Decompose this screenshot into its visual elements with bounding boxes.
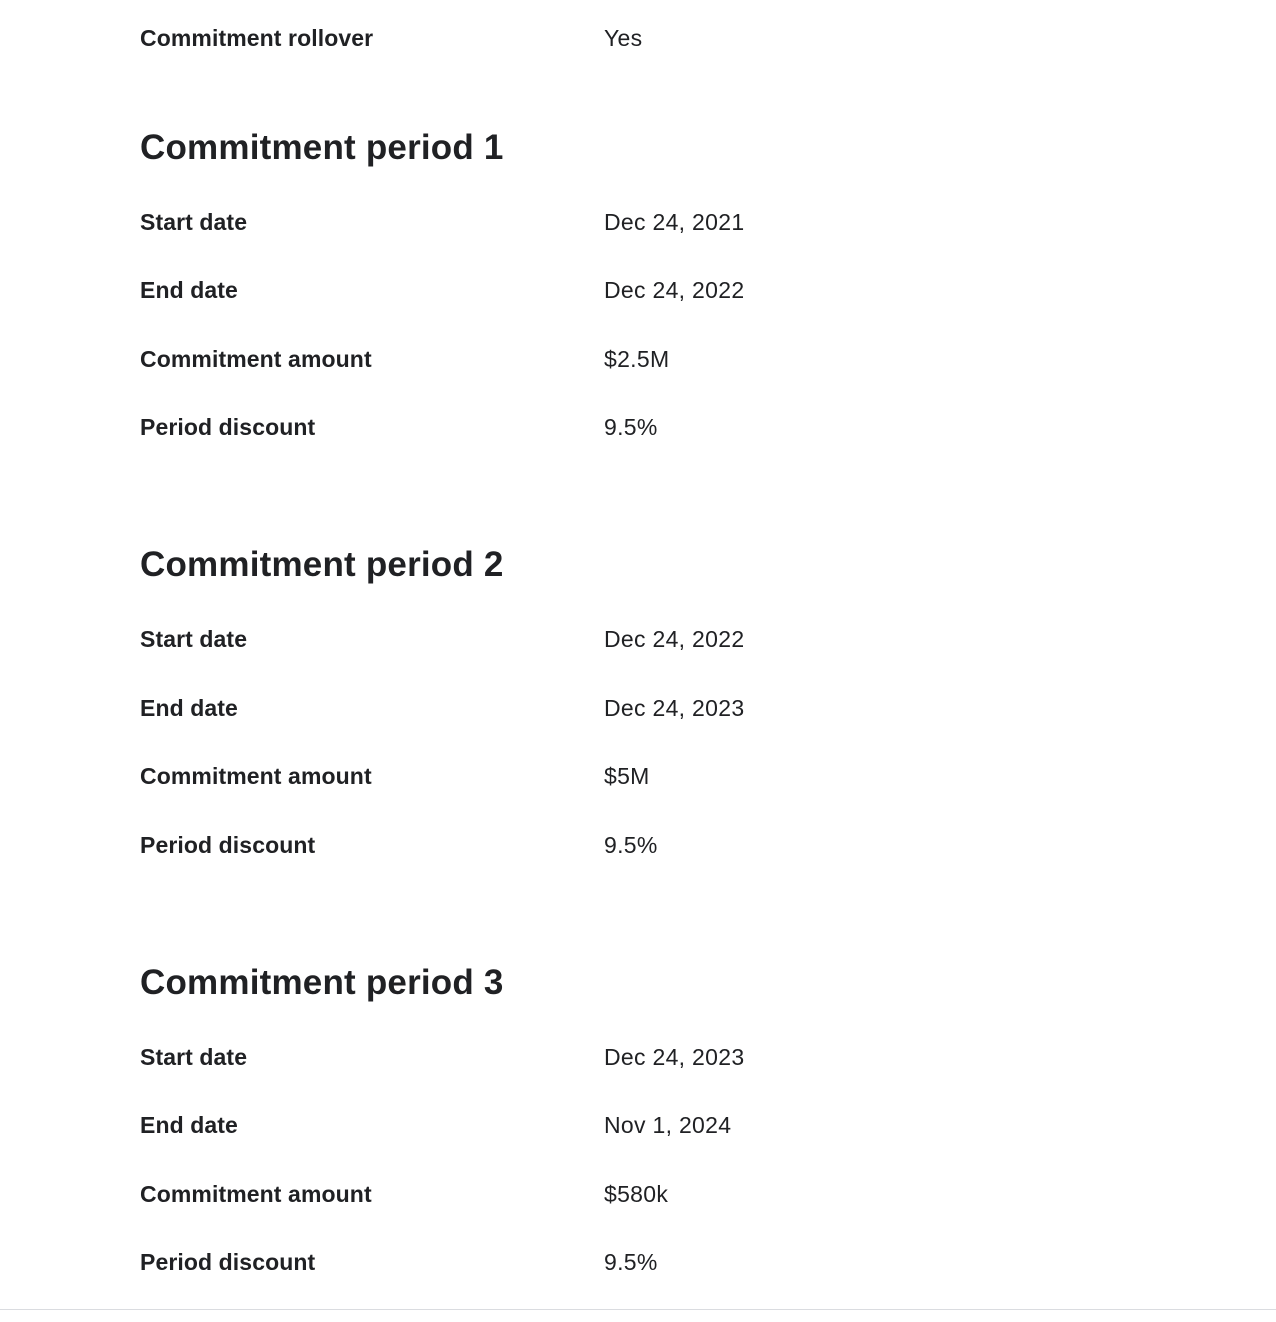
period-2-amount-row (140, 761, 1040, 791)
commitment-period-3-title: Commitment period 3 (140, 963, 504, 1002)
commitment-amount-value: $2.5M (604, 346, 670, 372)
start-date-label: Start date (140, 209, 248, 235)
period-discount-label: Period discount (140, 414, 316, 440)
start-date-label: Start date (140, 1044, 248, 1070)
commitment-period-2-title: Commitment period 2 (140, 545, 504, 584)
commitment-amount-label: Commitment amount (140, 1181, 372, 1207)
period-2-start-date-row (140, 624, 1040, 654)
period-1-discount-row (140, 412, 1040, 442)
period-discount-value: 9.5% (604, 1249, 658, 1275)
commitment-amount-value: $580k (604, 1181, 669, 1207)
period-1-end-date-row (140, 275, 1040, 305)
commitment-amount-label: Commitment amount (140, 763, 372, 789)
end-date-label: End date (140, 1112, 238, 1138)
start-date-label: Start date (140, 626, 248, 652)
commitment-rollover-label: Commitment rollover (140, 25, 374, 51)
commitment-rollover-value: Yes (604, 25, 643, 51)
end-date-value: Nov 1, 2024 (604, 1112, 732, 1138)
bottom-divider (0, 1309, 1276, 1310)
period-1-start-date-row (140, 207, 1040, 237)
end-date-label: End date (140, 695, 238, 721)
period-3-start-date-row (140, 1042, 1040, 1072)
end-date-label: End date (140, 277, 238, 303)
commitment-amount-label: Commitment amount (140, 346, 372, 372)
start-date-value: Dec 24, 2023 (604, 1044, 745, 1070)
period-2-end-date-row (140, 693, 1040, 723)
end-date-value: Dec 24, 2022 (604, 277, 745, 303)
period-2-discount-row (140, 830, 1040, 860)
start-date-value: Dec 24, 2021 (604, 209, 745, 235)
period-discount-label: Period discount (140, 832, 316, 858)
period-discount-label: Period discount (140, 1249, 316, 1275)
end-date-value: Dec 24, 2023 (604, 695, 745, 721)
commitment-amount-value: $5M (604, 763, 650, 789)
period-discount-value: 9.5% (604, 832, 658, 858)
period-1-amount-row (140, 344, 1040, 374)
start-date-value: Dec 24, 2022 (604, 626, 745, 652)
period-discount-value: 9.5% (604, 414, 658, 440)
period-3-discount-row (140, 1247, 1040, 1277)
commitment-period-1-title: Commitment period 1 (140, 128, 504, 167)
period-3-amount-row (140, 1179, 1040, 1209)
commitment-rollover-row (140, 23, 1040, 53)
period-3-end-date-row (140, 1110, 1040, 1140)
